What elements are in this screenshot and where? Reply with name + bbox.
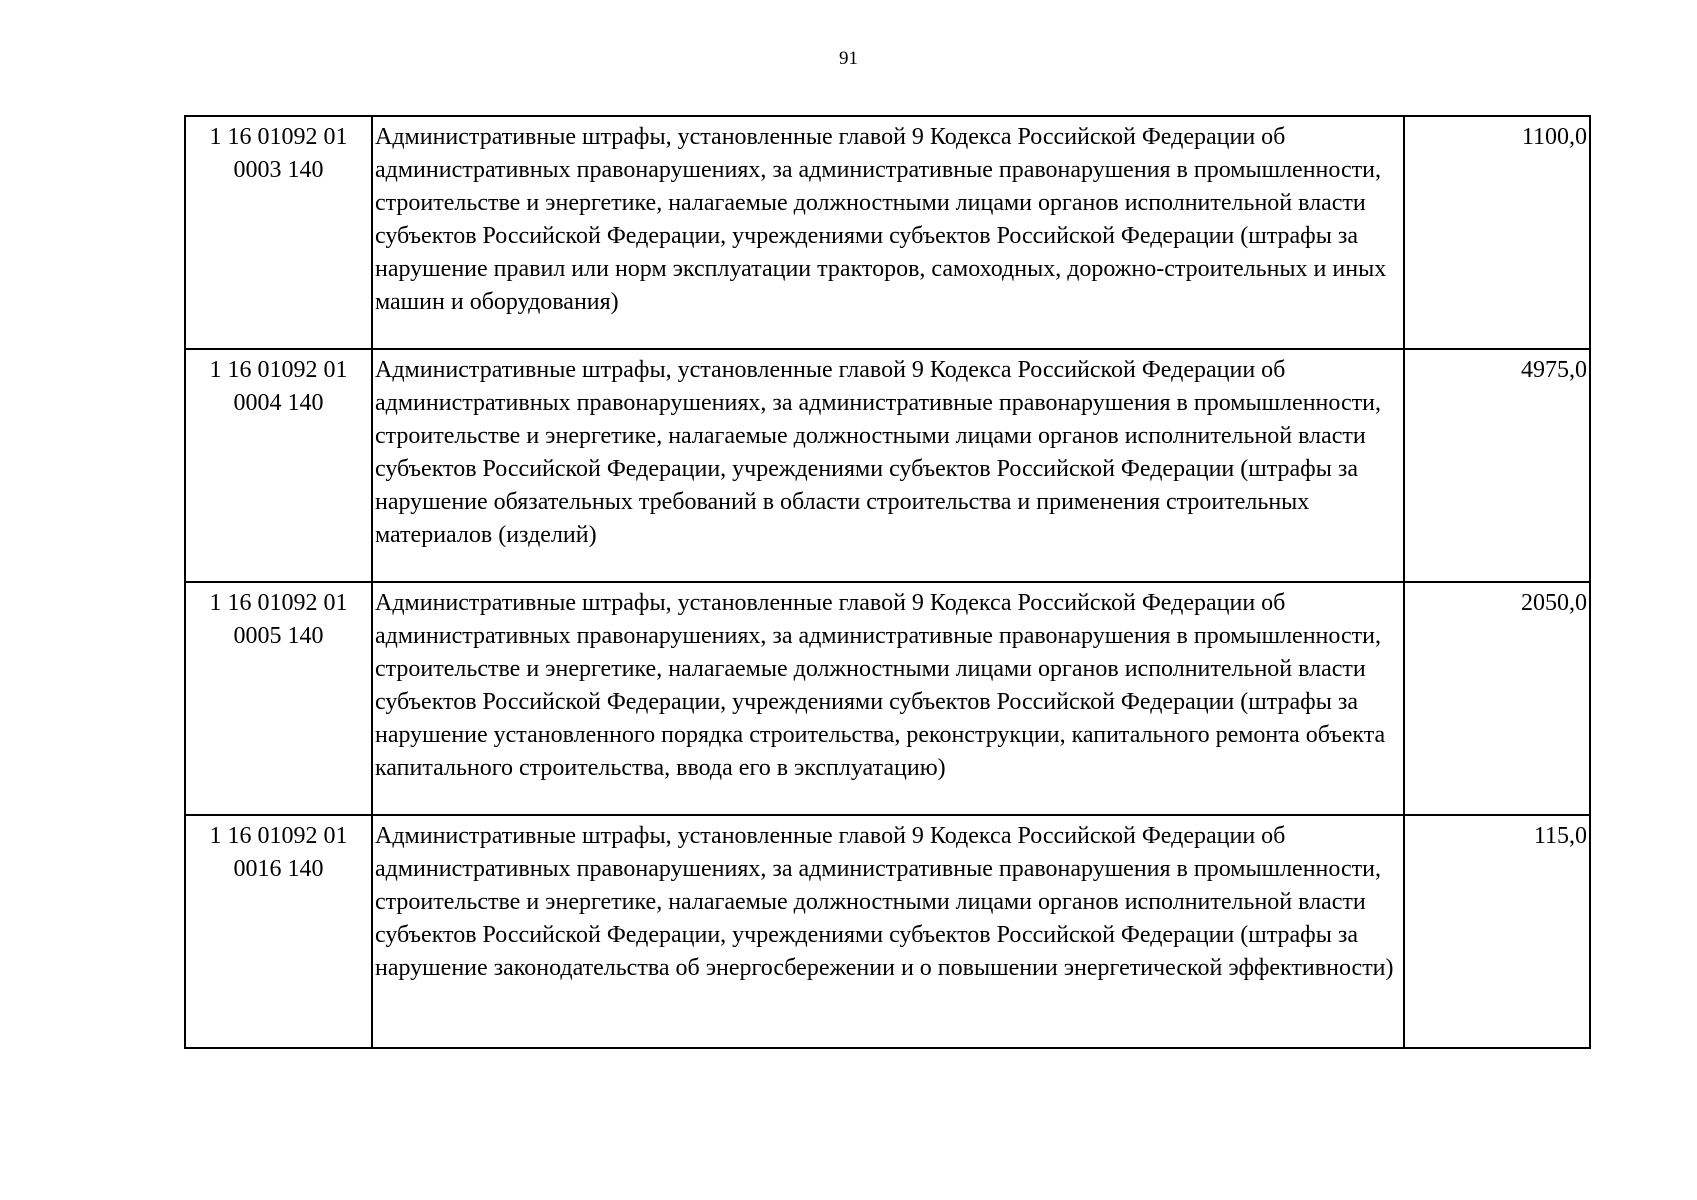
table-row: [185, 582, 1590, 815]
budget-code-part2: 0003 140: [233, 157, 324, 183]
budget-code-cell: [185, 582, 372, 815]
budget-code-part1: 1 16 01092 01: [209, 823, 348, 849]
description-cell: Административные штрафы, установленные главой 9 Кодекса Российской Федерации об административных правонарушениях, за административные правонарушения в промышленности, строительстве и энергетике, налагаемые должностными лицами органов исполнительной власти субъектов Российской Федерации, учреждениями субъектов Российской Федерации (штрафы за нарушение законодательства об энергосбережении и о повышении энергетической эффективности): [372, 815, 1404, 1048]
table-row: [185, 116, 1590, 349]
amount-cell: 115,0: [1404, 815, 1590, 1048]
budget-code-part1: 1 16 01092 01: [209, 124, 348, 150]
budget-table: [184, 115, 1591, 1049]
budget-code-part1: 1 16 01092 01: [209, 357, 348, 383]
budget-code-cell: [185, 116, 372, 349]
budget-code-part2: 0005 140: [233, 623, 324, 649]
budget-code-part1: 1 16 01092 01: [209, 590, 348, 616]
budget-code-cell: [185, 349, 372, 582]
description-cell: Административные штрафы, установленные главой 9 Кодекса Российской Федерации об административных правонарушениях, за административные правонарушения в промышленности, строительстве и энергетике, налагаемые должностными лицами органов исполнительной власти субъектов Российской Федерации, учреждениями субъектов Российской Федерации (штрафы за нарушение установленного порядка строительства, реконструкции, капитального ремонта объекта капитального строительства, ввода его в эксплуатацию): [372, 582, 1404, 815]
table-row: [185, 349, 1590, 582]
description-cell: Административные штрафы, установленные главой 9 Кодекса Российской Федерации об административных правонарушениях, за административные правонарушения в промышленности, строительстве и энергетике, налагаемые должностными лицами органов исполнительной власти субъектов Российской Федерации, учреждениями субъектов Российской Федерации (штрафы за нарушение обязательных требований в области строительства и применения строительных материалов (изделий): [372, 349, 1404, 582]
table-row: [185, 815, 1590, 1048]
amount-cell: 2050,0: [1404, 582, 1590, 815]
budget-code-part2: 0016 140: [233, 856, 324, 882]
amount-cell: 4975,0: [1404, 349, 1590, 582]
budget-code-part2: 0004 140: [233, 390, 324, 416]
description-cell: Административные штрафы, установленные главой 9 Кодекса Российской Федерации об административных правонарушениях, за административные правонарушения в промышленности, строительстве и энергетике, налагаемые должностными лицами органов исполнительной власти субъектов Российской Федерации, учреждениями субъектов Российской Федерации (штрафы за нарушение правил или норм эксплуатации тракторов, самоходных, дорожно-строительных и иных машин и оборудования): [372, 116, 1404, 349]
page-number: 91: [839, 48, 858, 69]
budget-code-cell: [185, 815, 372, 1048]
amount-cell: 1100,0: [1404, 116, 1590, 349]
